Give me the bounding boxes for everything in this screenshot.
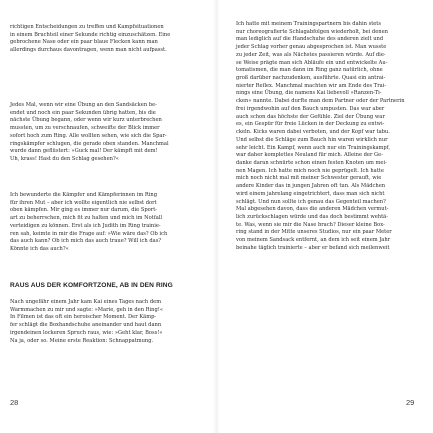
paragraph: Nach ungefähr einem Jahr kam Kai eines Tages nach dem Warmmachen zu mir und sagte: »Marie, geh in den Ring!« In Filmen ist das oft ein heroischer Moment. Der Kämp- fer schlägt die Boxhandschuhe aneinander und haut dann irgendeinen lockeren Spruch raus, wie: »Geht klar, Boss!« Na ja, oder so. Meine erste Reaktion: Schnappatmung. [10,299,163,344]
paragraph: richtigen Entscheidungen zu treffen und Kampfsituationen in einem Bruchteil einer Sekunde richtig einzuschätzen. Eine gebrochene Nase oder ein paar blaue Flecken kann man allerdings durchaus davontragen, wenn man nicht aufpasst. [10,24,171,54]
paragraph: Ich bewunderte die Kämpfer und Kämpferinnen im Ring für ihren Mut – aber ich wollte eigentlich nie selbst dort oben kämpfen. Mir ging es immer nur darum, die Sport- art zu beherrschen, mich fit zu halten und mich im Notfall verteidigen zu können. Erst als ich Judith im Ring trainie- ren sah, keimte in mir die Frage auf: »Wie wäre das? Ob ich das auch kann? Ob ich mich das auch traue? Will ich das? Könnte ich das auch?« [10,192,168,253]
page-number: 28 [10,398,19,407]
section-heading: RAUS AUS DER KOMFORTZONE, AB IN DEN RING [10,282,173,289]
paragraph: Ich hatte mit meinem Trainingspartnern bis dahin stets nur choreografierte Schlagabfolgen wiederholt, bei denen man lediglich auf die Handschuhe des anderen zielt und jeder Schlag vorher genau abgesprochen ist. Man wusste zu jeder Zeit, was als Nächstes passieren würde. Auf die- se Weise prägte man sich Abläufe ein und entwickelte Au- tomatismen, die man dann im Ring ganz natürlich, ohne groß darüber nachzudenken, ausführte. Quasi ein antrai- nierter Reflex. Manchmal machten wir am Ende des Trai- nings eine Übung, die namens Kai liebevoll »Ranzen-Ti- cken« nannte. Dabei durfte man dem Partner oder der Partnerin frei irgendwohin auf den Bauch umpusten. Das war aber auch schon das höchste der Gefühle. Ziel der Übung war es, ein Gespür für freie Lücken in der Deckung zu entwi- ckeln. Kicks waren dabei verboten, und der Kopf war tabu. Und selbst die Schläge zum Bauch hin waren wirklich nur sehr leicht. Ein Kampf, wenn auch nur ein Trainingskampf, war daher komplettes Neuland für mich. Alleine der Ge- danke daran schnürte schon einen festen Knoten um mei- nen Magen. Ich hatte mich noch nie geprügelt. Ich hatte mich noch nicht mal mit meiner Schwester gerauft, wie andere Kinder das in jungen Jahren oft tun. Als Mädchen wird einem jahrelang eingetrichtert, dass man sich nicht schlägt. Und nun sollte ich genau das Gegenteil machen? Mal abgesehen davon, dass die anderen Mädchen vermut- lich zurückschlagen würde und das doch bestimmt wehtä- te. Was, wenn sie mir die Nase brach? Dieser kleine Box- ring stand in der Mitte unseres Studios, nur ein paar Meter von meinem Sandsack entfernt, an dem ich seit einem Jahr beinahe täglich trainierte – aber er befand sich meilenweit [236,21,405,251]
page-number: 29 [406,398,415,407]
paragraph: Jedes Mal, wenn wir eine Übung an den Sandsäcken be- endet und noch ein paar Sekunden übrig hatten, bis die nächste Übung begann, oder wenn wir kurz unterbrechen mussten, um zu verschnaufen, schweifte der Blick immer sofort hoch zum Ring. Alle wollten sehen, wie sich die Spar- ringskämpfer schlugen, die gerade oben standen. Manchmal wurde dann geflüstert: »Guck mal! Der kämpft mit dem! Uh, krass! Hast du den Schlag gesehen?« [10,102,169,163]
